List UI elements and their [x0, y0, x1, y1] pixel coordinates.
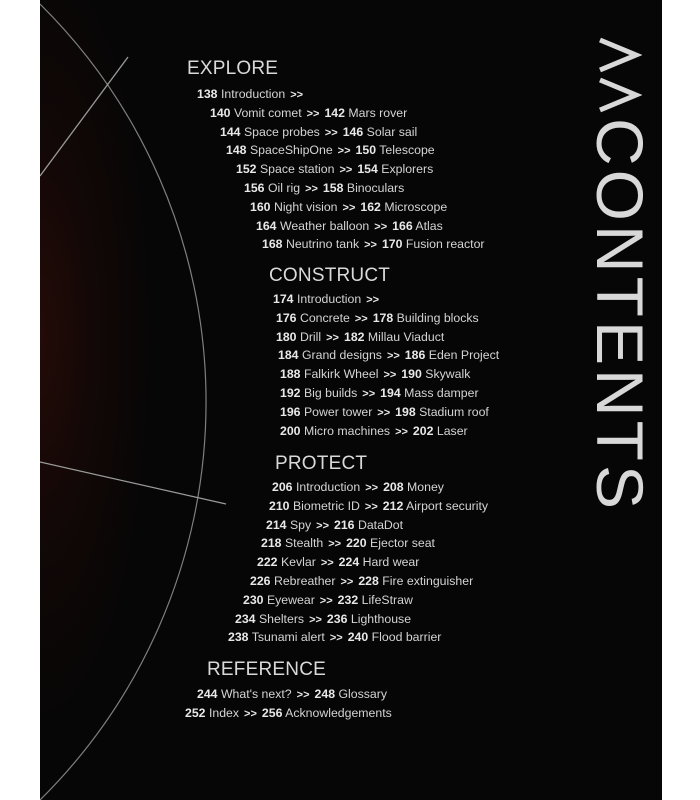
toc-entry[interactable]: [348, 630, 442, 644]
entry-title: Laser: [433, 423, 468, 438]
section-heading-explore: EXPLORE: [187, 58, 279, 79]
double-chevron-icon: [596, 36, 642, 116]
separator-chevron-icon: >>: [383, 369, 397, 382]
page-number: 202: [412, 423, 434, 438]
toc-entry[interactable]: [220, 125, 320, 139]
separator-chevron-icon: >>: [305, 183, 318, 195]
page-number: 256: [261, 705, 283, 720]
separator-chevron-icon: >>: [340, 576, 354, 588]
toc-entry[interactable]: [413, 424, 468, 438]
page-number: 150: [355, 143, 377, 158]
toc-entry[interactable]: [273, 292, 361, 306]
toc-entry[interactable]: [401, 367, 470, 381]
contents-title-block: [583, 36, 657, 746]
toc-entry[interactable]: [382, 237, 485, 251]
page-number: 168: [262, 237, 283, 252]
entry-title: Drill: [296, 329, 322, 344]
entry-title: Building blocks: [393, 310, 479, 325]
toc-entry[interactable]: [256, 219, 369, 233]
toc-row: [210, 106, 407, 122]
entry-title: Mars rover: [345, 105, 408, 120]
separator-chevron-icon: >>: [309, 613, 322, 626]
toc-row: [266, 518, 403, 534]
page-number: 226: [250, 574, 271, 588]
entry-title: SpaceShipOne: [246, 143, 333, 158]
entry-title: Stadium roof: [415, 404, 489, 419]
page-number: 154: [357, 162, 378, 177]
entry-title: Microscope: [380, 199, 448, 214]
toc-entry[interactable]: [250, 200, 338, 214]
entry-title: Fusion reactor: [402, 237, 485, 252]
toc-entry[interactable]: [276, 311, 350, 325]
toc-row: [262, 237, 485, 253]
toc-row: [269, 499, 488, 515]
entry-title: Power tower: [300, 404, 373, 419]
toc-row: [276, 311, 479, 327]
separator-chevron-icon: >>: [365, 482, 379, 494]
entry-title: Explorers: [377, 162, 434, 177]
entry-title: Big builds: [300, 386, 358, 400]
toc-row: [280, 424, 468, 440]
toc-entry[interactable]: [357, 162, 433, 176]
toc-entry[interactable]: [235, 612, 304, 626]
separator-chevron-icon: >>: [339, 164, 353, 177]
page-number: 210: [269, 498, 290, 513]
entry-title: Airport security: [403, 498, 489, 513]
separator-chevron-icon: >>: [316, 519, 329, 532]
page-number: 248: [314, 687, 336, 701]
toc-row: [250, 574, 473, 590]
separator-chevron-icon: >>: [319, 594, 333, 607]
toc-entry[interactable]: [280, 367, 378, 381]
entry-title: Weather balloon: [276, 218, 370, 233]
toc-entry[interactable]: [356, 143, 435, 157]
toc-row: [226, 143, 435, 159]
page-number: 240: [347, 630, 369, 645]
page-number: 236: [326, 611, 348, 626]
separator-chevron-icon: >>: [342, 201, 356, 214]
toc-entry[interactable]: [197, 687, 292, 701]
separator-chevron-icon: >>: [364, 239, 377, 252]
page-number: 206: [272, 480, 293, 494]
entry-title: Micro machines: [300, 423, 391, 438]
toc-entry[interactable]: [262, 237, 359, 251]
separator-chevron-icon: >>: [395, 425, 408, 438]
toc-entry[interactable]: [236, 162, 334, 176]
page-number: 140: [210, 105, 231, 120]
entry-title: Binoculars: [343, 181, 405, 195]
page-number: 198: [395, 404, 416, 419]
entry-title: Skywalk: [421, 367, 471, 382]
toc-entry[interactable]: [243, 593, 315, 607]
page-number: 188: [280, 367, 301, 382]
entry-title: Neutrino tank: [282, 237, 360, 252]
entry-title: Space station: [256, 162, 335, 177]
entry-title: Spy: [286, 517, 312, 532]
separator-chevron-icon: >>: [364, 500, 378, 513]
toc-row: [185, 706, 392, 722]
entry-title: Hard wear: [359, 555, 420, 570]
toc-row: [273, 292, 384, 308]
entry-title: Stealth: [281, 536, 324, 551]
toc-entry[interactable]: [383, 480, 444, 494]
toc-entry[interactable]: [250, 574, 335, 588]
entry-title: Fire extinguisher: [378, 574, 474, 588]
separator-chevron-icon: >>: [374, 220, 388, 233]
entry-title: Index: [205, 705, 240, 720]
separator-chevron-icon: >>: [386, 350, 400, 363]
toc-entry[interactable]: [261, 536, 323, 550]
page-number: 238: [228, 630, 249, 645]
page-number: 244: [197, 687, 218, 701]
toc-row: [276, 330, 444, 346]
toc-row: [257, 555, 419, 571]
separator-chevron-icon: >>: [290, 89, 304, 101]
entry-title: Concrete: [296, 310, 350, 325]
toc-entry[interactable]: [226, 143, 333, 157]
entry-title: Mass damper: [400, 386, 479, 400]
toc-entry[interactable]: [278, 348, 382, 362]
toc-row: [250, 200, 447, 216]
entry-title: Millau Viaduct: [364, 329, 445, 344]
page-number: 224: [338, 555, 360, 570]
page-number: 174: [273, 292, 294, 306]
toc-entry[interactable]: [257, 555, 316, 569]
separator-chevron-icon: >>: [329, 632, 343, 645]
entry-title: Lighthouse: [347, 611, 412, 626]
toc-row: [228, 630, 441, 646]
toc-row: [197, 87, 308, 103]
toc-entry[interactable]: [360, 200, 447, 214]
page-number: 146: [342, 124, 364, 139]
toc-entry[interactable]: [323, 181, 404, 195]
toc-row: [236, 162, 433, 178]
separator-chevron-icon: >>: [326, 331, 339, 344]
separator-chevron-icon: >>: [320, 557, 334, 570]
page-number: 162: [360, 199, 381, 214]
page-number: 232: [337, 592, 359, 607]
page-number: 142: [324, 105, 345, 120]
page-number: 176: [276, 310, 297, 325]
separator-chevron-icon: >>: [296, 689, 310, 701]
toc-entry[interactable]: [324, 106, 407, 120]
section-heading-reference: REFERENCE: [207, 659, 326, 680]
toc-entry[interactable]: [262, 706, 392, 720]
page-number: 152: [236, 162, 257, 177]
page-number: 156: [244, 181, 265, 195]
entry-title: Vomit comet: [230, 105, 302, 120]
page-number: 144: [220, 124, 241, 139]
toc-entry[interactable]: [338, 593, 413, 607]
entry-title: Night vision: [270, 199, 338, 214]
toc-row: [235, 612, 411, 628]
entry-title: Acknowledgements: [282, 705, 392, 720]
entry-title: Money: [403, 480, 444, 494]
toc-row: [197, 687, 387, 703]
separator-chevron-icon: >>: [328, 538, 342, 551]
entry-title: Space probes: [240, 124, 320, 139]
entry-title: Solar sail: [363, 124, 418, 139]
toc-entry[interactable]: [244, 181, 300, 195]
toc-entry[interactable]: [339, 555, 420, 569]
toc-entry[interactable]: [269, 499, 360, 513]
toc-entry[interactable]: [346, 536, 435, 550]
toc-row: [272, 480, 444, 496]
toc-entry[interactable]: [344, 330, 444, 344]
toc-entry[interactable]: [327, 612, 411, 626]
entry-title: Falkirk Wheel: [300, 367, 379, 382]
entry-title: What's next?: [217, 687, 292, 701]
toc-entry[interactable]: [276, 330, 321, 344]
page-number: 190: [401, 367, 422, 382]
page-number: 208: [383, 480, 404, 494]
separator-chevron-icon: >>: [337, 145, 351, 158]
toc-entry[interactable]: [272, 480, 360, 494]
entry-title: Atlas: [412, 218, 443, 233]
toc-entry[interactable]: [280, 386, 357, 400]
entry-title: Glossary: [335, 687, 387, 701]
toc-row: [243, 593, 413, 609]
page-number: 192: [280, 386, 301, 400]
entry-title: Shelters: [255, 611, 305, 626]
entry-title: Introduction: [293, 292, 362, 306]
page-number: 170: [381, 237, 403, 252]
toc-row: [220, 125, 417, 141]
toc-entry[interactable]: [280, 424, 390, 438]
separator-chevron-icon: >>: [324, 126, 338, 139]
page-number: 218: [261, 536, 282, 551]
page-number: 148: [226, 143, 247, 158]
toc-entry[interactable]: [315, 687, 387, 701]
page-number: 228: [358, 574, 379, 588]
entry-title: Kevlar: [277, 555, 316, 570]
toc-row: [244, 181, 404, 197]
page-number: 214: [266, 517, 287, 532]
toc-entry[interactable]: [373, 311, 479, 325]
toc-entry[interactable]: [334, 518, 403, 532]
contents-title: CONTENTS: [583, 118, 657, 513]
page-number: 180: [276, 329, 297, 344]
page-number: 158: [322, 181, 344, 195]
separator-chevron-icon: >>: [377, 406, 391, 419]
separator-chevron-icon: >>: [244, 707, 257, 720]
toc-entry[interactable]: [343, 125, 418, 139]
toc-row: [280, 405, 489, 421]
entry-title: Biometric ID: [289, 498, 360, 513]
entry-title: Telescope: [376, 143, 435, 158]
entry-title: Flood barrier: [368, 630, 442, 645]
page-number: 166: [392, 218, 413, 233]
entry-title: Introduction: [217, 87, 286, 101]
page-number: 178: [372, 310, 394, 325]
toc-entry[interactable]: [358, 574, 473, 588]
separator-chevron-icon: >>: [354, 312, 368, 325]
page-number: 234: [235, 611, 256, 626]
page-number: 164: [256, 218, 277, 233]
toc-entry[interactable]: [280, 405, 372, 419]
page-number: 184: [278, 348, 299, 363]
entry-title: Rebreather: [270, 574, 336, 588]
entry-title: Oil rig: [264, 181, 301, 195]
entry-title: Grand designs: [298, 348, 382, 363]
toc-entry[interactable]: [266, 518, 311, 532]
page-number: 196: [280, 404, 301, 419]
entry-title: Eden Project: [425, 348, 500, 363]
section-heading-protect: PROTECT: [275, 453, 368, 474]
page-number: 194: [380, 386, 401, 400]
page-number: 220: [346, 536, 367, 551]
page-number: 230: [243, 592, 264, 607]
page-number: 200: [280, 423, 301, 438]
page-number: 216: [334, 517, 355, 532]
toc-entry[interactable]: [395, 405, 489, 419]
entry-title: Tsunami alert: [248, 630, 325, 645]
toc-entry[interactable]: [197, 87, 285, 101]
toc-entry[interactable]: [405, 348, 499, 362]
toc-entry[interactable]: [185, 706, 239, 720]
toc-row: [256, 219, 443, 235]
page-number: 160: [250, 199, 271, 214]
page-number: 252: [185, 705, 206, 720]
page-number: 182: [343, 329, 365, 344]
toc-row: [261, 536, 435, 552]
page-number: 212: [382, 498, 404, 513]
separator-chevron-icon: >>: [366, 294, 380, 306]
toc-entry[interactable]: [380, 386, 478, 400]
separator-chevron-icon: >>: [306, 107, 320, 120]
toc-entry[interactable]: [392, 219, 443, 233]
entry-title: LifeStraw: [358, 592, 413, 607]
toc-row: [278, 348, 499, 364]
toc-entry[interactable]: [210, 106, 302, 120]
toc-row: [280, 367, 470, 383]
entry-title: Introduction: [292, 480, 361, 494]
entry-title: Eyewear: [263, 592, 315, 607]
page-number: 186: [404, 348, 426, 363]
section-heading-construct: CONSTRUCT: [269, 265, 391, 286]
entry-title: DataDot: [354, 517, 404, 532]
entry-title: Ejector seat: [366, 536, 435, 551]
separator-chevron-icon: >>: [362, 388, 376, 400]
page-number: 222: [257, 555, 278, 570]
toc-entry[interactable]: [383, 499, 488, 513]
contents-page: [40, 0, 662, 800]
toc-entry[interactable]: [228, 630, 325, 644]
toc-row: [280, 386, 479, 402]
page-number: 138: [197, 87, 218, 101]
